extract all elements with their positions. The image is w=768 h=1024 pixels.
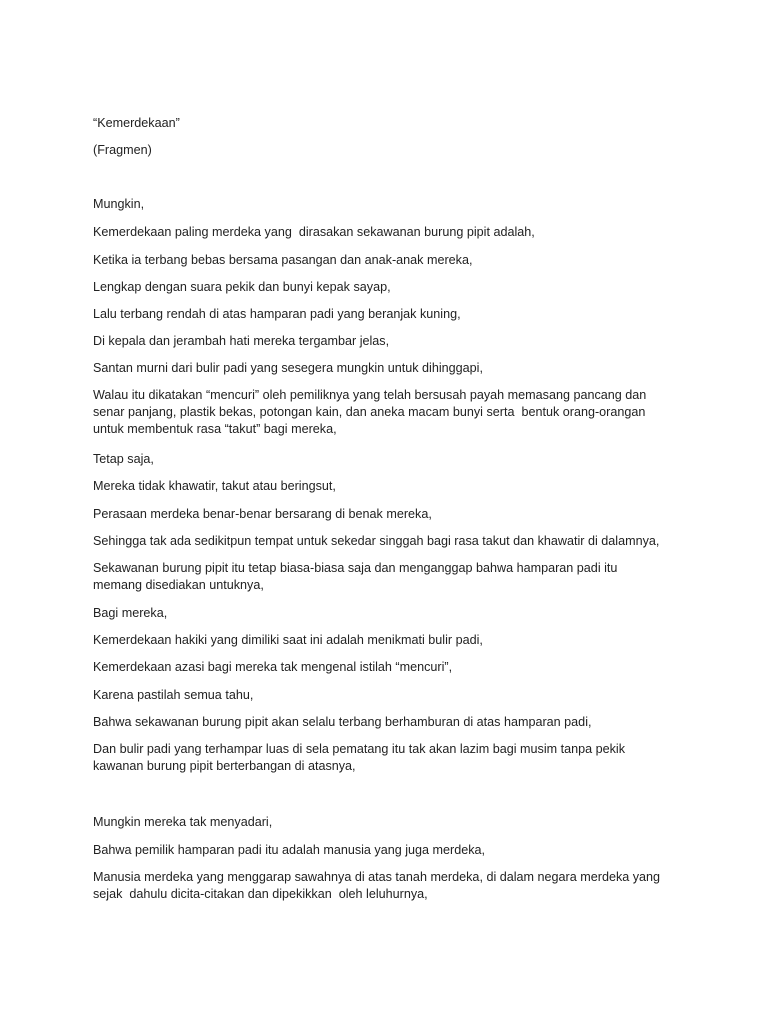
- poem-line: Santan murni dari bulir padi yang sesegera mungkin untuk dihinggapi,: [93, 361, 483, 375]
- poem-line: Bahwa sekawanan burung pipit akan selalu terbang berhamburan di atas hamparan padi,: [93, 715, 592, 729]
- poem-line: Sehingga tak ada sedikitpun tempat untuk sekedar singgah bagi rasa takut dan khawatir di dalamnya,: [93, 534, 660, 548]
- poem-line: Mereka tidak khawatir, takut atau beringsut,: [93, 479, 336, 493]
- poem-line: Manusia merdeka yang menggarap sawahnya di atas tanah merdeka, di dalam negara merdeka yang sejak dahulu dicita-citakan dan dipekikkan oleh leluhurnya,: [93, 870, 661, 901]
- poem-line: Kemerdekaan paling merdeka yang dirasakan sekawanan burung pipit adalah,: [93, 225, 535, 239]
- poem-line: Mungkin mereka tak menyadari,: [93, 815, 273, 829]
- poem-line: Perasaan merdeka benar-benar bersarang di benak mereka,: [93, 507, 432, 521]
- poem-line: Dan bulir padi yang terhampar luas di sela pematang itu tak akan lazim bagi musim tanpa pekik kawanan burung pipit berterbangan di atasnya,: [93, 742, 626, 773]
- poem-line: Lalu terbang rendah di atas hamparan padi yang beranjak kuning,: [93, 307, 461, 321]
- document-subtitle: (Fragmen): [93, 143, 152, 157]
- poem-line: Bagi mereka,: [93, 606, 168, 620]
- poem-line: Walau itu dikatakan “mencuri” oleh pemiliknya yang telah bersusah payah memasang pancang dan senar panjang, plastik bekas, potongan kain, dan aneka macam bunyi serta bentuk orang-orangan untuk membentuk rasa “takut” bagi mereka,: [93, 388, 647, 436]
- document-title: “Kemerdekaan”: [93, 116, 180, 130]
- poem-line: Mungkin,: [93, 197, 145, 211]
- poem-line: Kemerdekaan hakiki yang dimiliki saat ini adalah menikmati bulir padi,: [93, 633, 483, 647]
- poem-line: Sekawanan burung pipit itu tetap biasa-biasa saja dan menganggap bahwa hamparan padi itu memang disediakan untuknya,: [93, 561, 618, 592]
- poem-line: Karena pastilah semua tahu,: [93, 688, 254, 702]
- poem-line: Di kepala dan jerambah hati mereka tergambar jelas,: [93, 334, 390, 348]
- poem-line: Tetap saja,: [93, 452, 154, 466]
- poem-line: Ketika ia terbang bebas bersama pasangan dan anak-anak mereka,: [93, 253, 473, 267]
- poem-line: Lengkap dengan suara pekik dan bunyi kepak sayap,: [93, 280, 391, 294]
- poem-line: Bahwa pemilik hamparan padi itu adalah manusia yang juga merdeka,: [93, 843, 486, 857]
- poem-line: Kemerdekaan azasi bagi mereka tak mengenal istilah “mencuri”,: [93, 660, 453, 674]
